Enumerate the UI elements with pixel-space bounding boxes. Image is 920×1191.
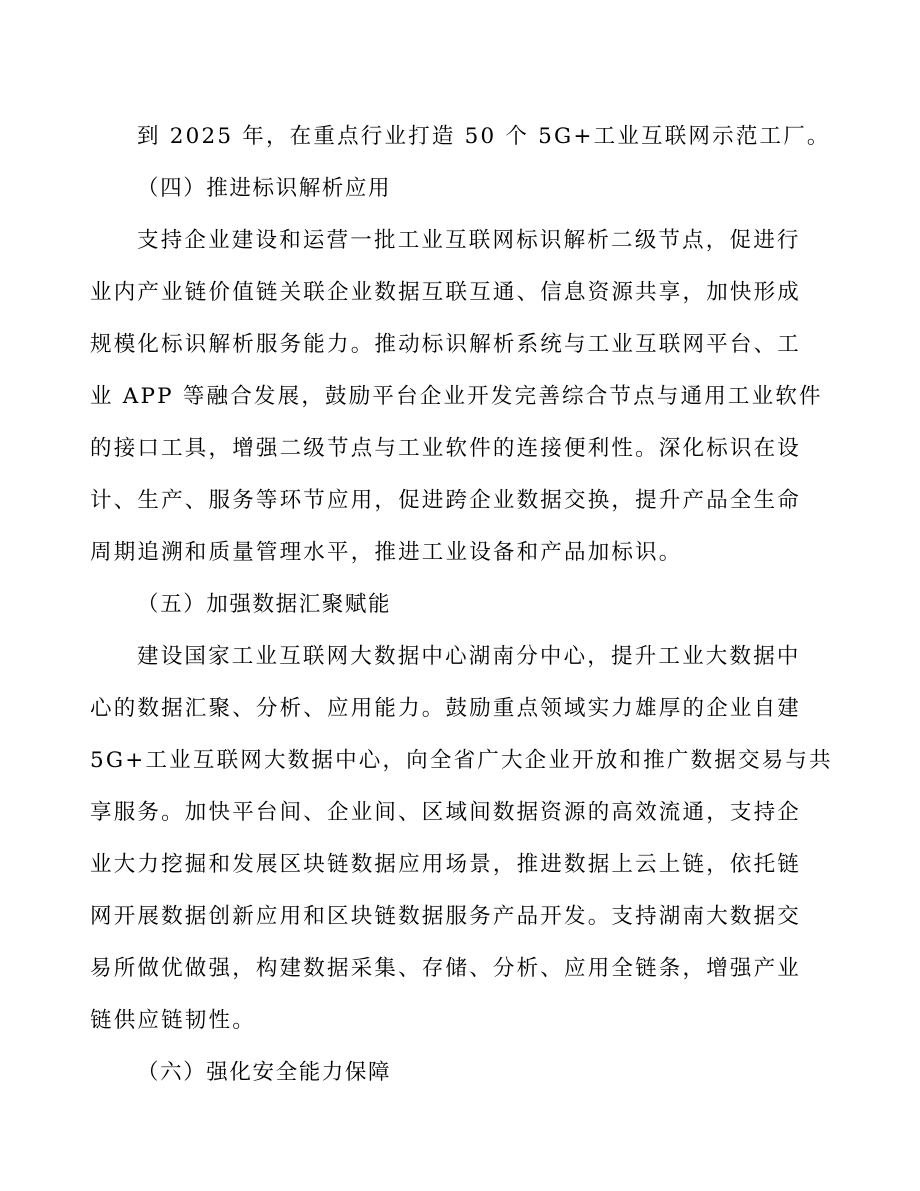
paragraph-line: 计、生产、服务等环节应用，促进跨企业数据交换，提升产品全生命 bbox=[90, 488, 802, 513]
paragraph-line: 支持企业建设和运营一批工业互联网标识解析二级节点，促进行 bbox=[137, 228, 801, 253]
paragraph-line: 的接口工具，增强二级节点与工业软件的连接便利性。深化标识在设 bbox=[90, 436, 802, 461]
section-heading-5: （五）加强数据汇聚赋能 bbox=[137, 592, 392, 617]
paragraph-line: 业内产业链价值链关联企业数据互联互通、信息资源共享，加快形成 bbox=[90, 280, 802, 305]
paragraph-line: 周期追溯和质量管理水平，推进工业设备和产品加标识。 bbox=[90, 540, 683, 565]
paragraph-line: 网开展数据创新应用和区块链数据服务产品开发。支持湖南大数据交 bbox=[90, 904, 802, 929]
section-heading-6: （六）强化安全能力保障 bbox=[137, 1060, 392, 1085]
paragraph-line: 心的数据汇聚、分析、应用能力。鼓励重点领域实力雄厚的企业自建 bbox=[90, 696, 802, 721]
paragraph-line: 易所做优做强，构建数据采集、存储、分析、应用全链条，增强产业 bbox=[90, 956, 802, 981]
paragraph-line: 业 APP 等融合发展，鼓励平台企业开发完善综合节点与通用工业软件 bbox=[90, 384, 823, 409]
paragraph-line: 享服务。加快平台间、企业间、区域间数据资源的高效流通，支持企 bbox=[90, 800, 802, 825]
section-heading-4: （四）推进标识解析应用 bbox=[137, 176, 392, 201]
paragraph-line: 业大力挖掘和发展区块链数据应用场景，推进数据上云上链，依托链 bbox=[90, 852, 802, 877]
paragraph-line: 链供应链韧性。 bbox=[90, 1008, 256, 1033]
paragraph-line: 规模化标识解析服务能力。推动标识解析系统与工业互联网平台、工 bbox=[90, 332, 802, 357]
paragraph-line: 5G+工业互联网大数据中心，向全省广大企业开放和推广数据交易与共 bbox=[90, 748, 833, 773]
paragraph-line: 建设国家工业互联网大数据中心湖南分中心，提升工业大数据中 bbox=[137, 644, 801, 669]
paragraph-line: 到 2025 年，在重点行业打造 50 个 5G+工业互联网示范工厂。 bbox=[137, 124, 831, 149]
